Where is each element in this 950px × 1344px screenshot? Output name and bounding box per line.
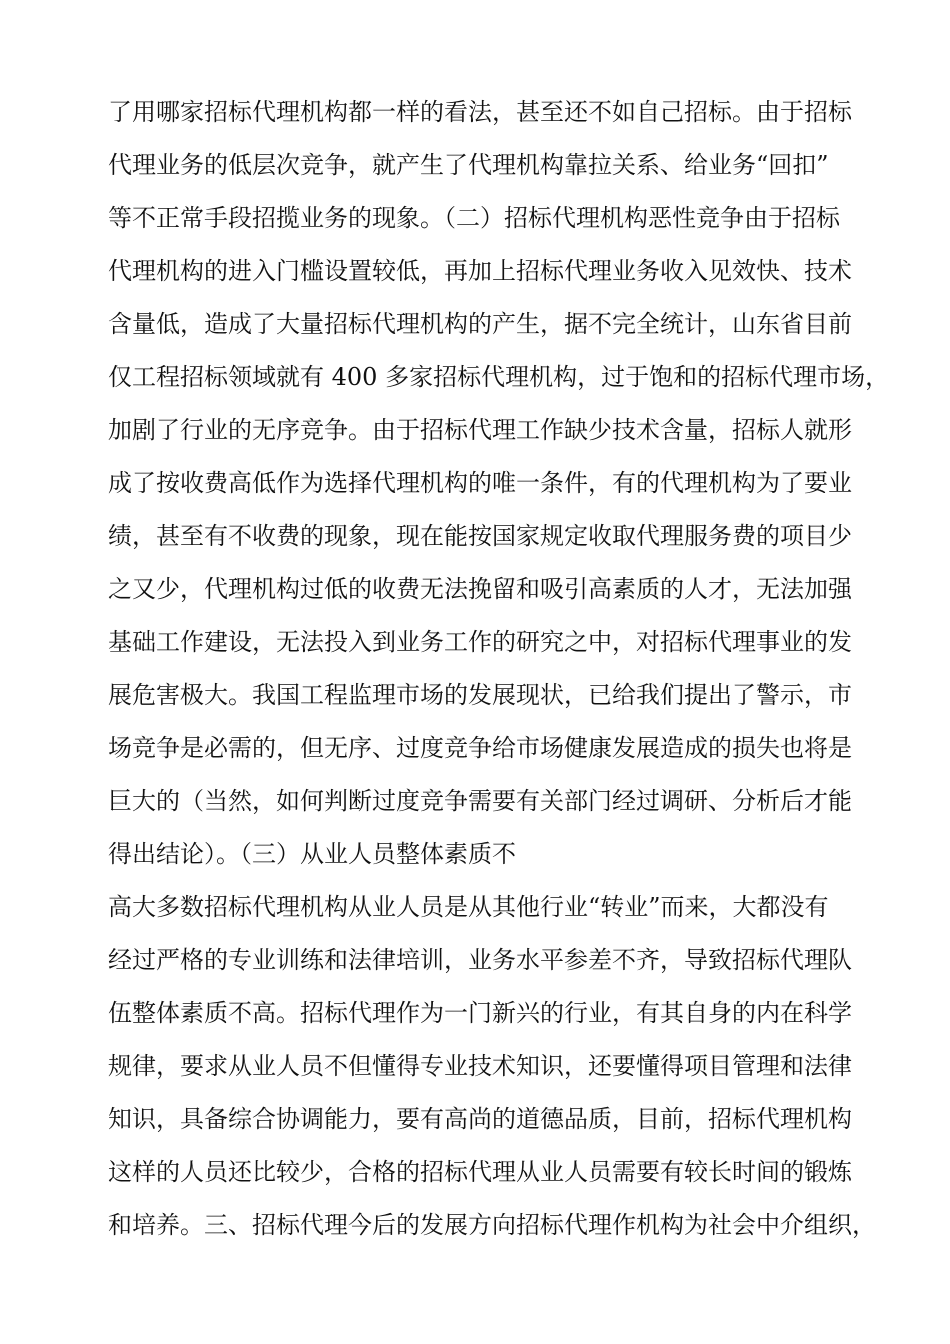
text-line-16: 高大多数招标代理机构从业人员是从其他行业“转业”而来，大都没有: [108, 893, 829, 921]
text-line-2: 代理业务的低层次竞争，就产生了代理机构靠拉关系、给业务“回扣”: [108, 151, 829, 179]
text-line-9: 绩，甚至有不收费的现象，现在能按国家规定收取代理服务费的项目少: [108, 522, 852, 550]
text-line-21: 这样的人员还比较少，合格的招标代理从业人员需要有较长时间的锻炼: [108, 1158, 852, 1186]
text-line-18: 伍整体素质不高。招标代理作为一门新兴的行业，有其自身的内在科学: [108, 999, 852, 1027]
text-line-20: 知识，具备综合协调能力，要有高尚的道德品质，目前，招标代理机构: [108, 1105, 852, 1133]
body-text: [108, 86, 898, 1252]
text-line-12: 展危害极大。我国工程监理市场的发展现状，已给我们提出了警示，市: [108, 681, 852, 709]
text-line-19: 规律，要求从业人员不但懂得专业技术知识，还要懂得项目管理和法律: [108, 1052, 852, 1080]
text-line-13: 场竞争是必需的，但无序、过度竞争给市场健康发展造成的损失也将是: [108, 734, 852, 762]
text-line-1: 了用哪家招标代理机构都一样的看法，甚至还不如自己招标。由于招标: [108, 98, 852, 126]
text-line-7: 加剧了行业的无序竞争。由于招标代理工作缺少技术含量，招标人就形: [108, 416, 852, 444]
text-line-17: 经过严格的专业训练和法律培训，业务水平参差不齐，导致招标代理队: [108, 946, 852, 974]
text-line-5: 含量低，造成了大量招标代理机构的产生，据不完全统计，山东省目前: [108, 310, 852, 338]
text-line-4: 代理机构的进入门槛设置较低，再加上招标代理业务收入见效快、技术: [108, 257, 852, 285]
text-line-6: 仅工程招标领域就有 400 多家招标代理机构，过于饱和的招标代理市场，: [108, 363, 890, 391]
text-line-15: 得出结论）。（三）从业人员整体素质不: [108, 840, 516, 868]
text-line-11: 基础工作建设，无法投入到业务工作的研究之中，对招标代理事业的发: [108, 628, 852, 656]
text-line-10: 之又少，代理机构过低的收费无法挽留和吸引高素质的人才，无法加强: [108, 575, 852, 603]
text-line-22: 和培养。三、招标代理今后的发展方向招标代理作机构为社会中介组织，: [108, 1211, 876, 1239]
text-line-14: 巨大的（当然，如何判断过度竞争需要有关部门经过调研、分析后才能: [108, 787, 852, 815]
text-line-3: 等不正常手段招揽业务的现象。（二）招标代理机构恶性竞争由于招标: [108, 204, 840, 232]
text-line-8: 成了按收费高低作为选择代理机构的唯一条件，有的代理机构为了要业: [108, 469, 852, 497]
